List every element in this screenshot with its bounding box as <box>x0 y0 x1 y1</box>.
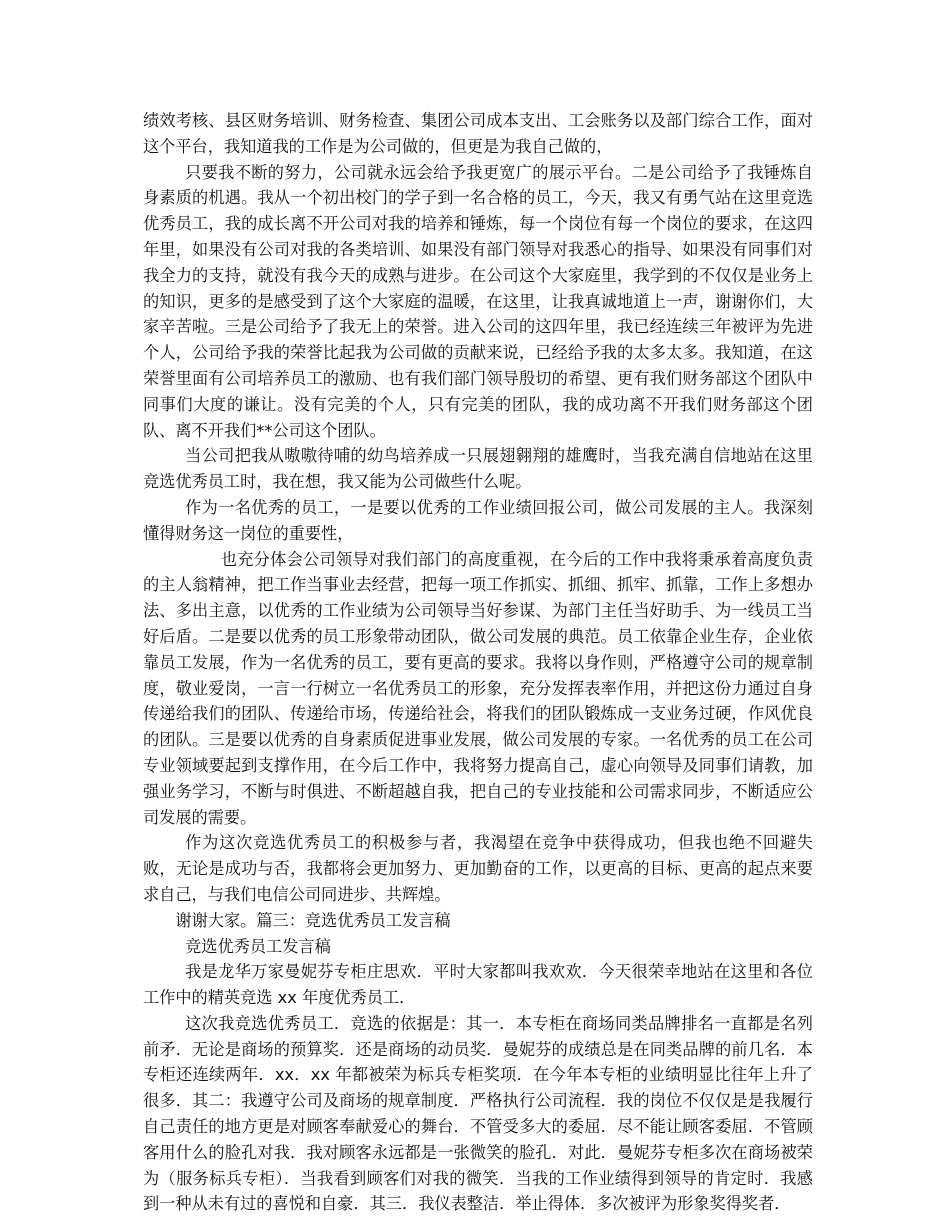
paragraph-7: 谢谢大家。篇三：竞选优秀员工发言稿 <box>175 910 451 930</box>
paragraph-5: 也充分体会公司领导对我们部门的高度重视，在今后的工作中我将秉承着高度负责的主人翁精神，把工作当事业去经营，把每一项工作抓实、抓细、抓牢、抓靠，工作上多想办法、多出主意，以优秀的工作业绩为公司领导当好参谋、为部门主任当好助手、为一线员工当好后盾。二是要以优秀的员工形象带动团队，做公司发展的典范。员工依靠企业生存，企业依靠员工发展，作为一名优秀的员工，要有更高的要求。我将以身作则，严格遵守公司的规章制度，敬业爱岗，一言一行树立一名优秀员工的形象，充分发挥表率作用，并把这份力通过自身传递给我们的团队、传递给市场，传递给社会，将我们的团队锻炼成一支业务过硬，作风优良的团队。三是要以优秀的自身素质促进事业发展，做公司发展的专家。一名优秀的员工在公司专业领域要起到支撑作用，在今后工作中，我将努力提高自己，虚心向领导及同事们请教，加强业务学习，不断与时俱进、不断超越自我，把自己的专业技能和公司需求同步，不断适应公司发展的需要。 <box>143 549 813 827</box>
document-body <box>143 108 813 1217</box>
paragraph-8: 竞选优秀员工发言稿 <box>185 936 331 956</box>
paragraph-4: 作为一名优秀的员工，一是要以优秀的工作业绩回报公司，做公司发展的主人。我深刻懂得财务这一岗位的重要性， <box>143 497 813 543</box>
paragraph-1: 绩效考核、县区财务培训、财务检查、集团公司成本支出、工会账务以及部门综合工作，面对这个平台，我知道我的工作是为公司做的，但更是为我自己做的， <box>143 111 813 156</box>
paragraph-3: 当公司把我从嗷嗷待哺的幼鸟培养成一只展翅翱翔的雄鹰时，当我充满自信地站在这里竞选优秀员工时，我在想，我又能为公司做些什么呢。 <box>143 446 813 492</box>
paragraph-2: 只要我不断的努力，公司就永远会给予我更宽广的展示平台。二是公司给予了我锤炼自身素质的机遇。我从一个初出校门的学子到一名合格的员工，今天，我又有勇气站在这里竞选优秀员工，我的成长离不开公司对我的培养和锤炼，每一个岗位有每一个岗位的要求，在这四年里，如果没有公司对我的各类培训、如果没有部门领导对我悉心的指导、如果没有同事们对我全力的支持，就没有我今天的成熟与进步。在公司这个大家庭里，我学到的不仅仅是业务上的知识，更多的是感受到了这个大家庭的温暖，在这里，让我真诚地道上一声，谢谢你们，大家辛苦啦。三是公司给予了我无上的荣誉。进入公司的这四年里，我已经连续三年被评为先进个人，公司给予我的荣誉比起我为公司做的贡献来说，已经给予我的太多太多。我知道，在这荣誉里面有公司培养员工的激励、也有我们部门领导殷切的希望、更有我们财务部这个团队中同事们大度的谦让。没有完美的个人，只有完美的团队，我的成功离不开我们财务部这个团队、离不开我们**公司这个团队。 <box>143 162 813 440</box>
paragraph-9: 我是龙华万家曼妮芬专柜庄思欢．平时大家都叫我欢欢．今天很荣幸地站在这里和各位工作中的精英竞选 xx 年度优秀员工． <box>143 962 813 1008</box>
paragraph-10: 这次我竞选优秀员工．竞选的依据是：其一．本专柜在商场同类品牌排名一直都是名列前矛．无论是商场的预算奖．还是商场的动员奖．曼妮芬的成绩总是在同类品牌的前几名．本专柜还连续两年．xx．xx 年都被荣为标兵专柜奖项．在今年本专柜的业绩明显比往年上升了很多．其二：我遵守公司及商场的规章制度．严格执行公司流程．我的岗位不仅仅是是我履行自己责任的地方更是对顾客奉献爱心的舞台．不管受多大的委屈．尽不能让顾客委屈．不管顾客用什么的脸孔对我．我对顾客永远都是一张微笑的脸孔．对此．曼妮芬专柜多次在商场被荣为（服务标兵专柜）．当我看到顾客们对我的微笑．当我的工作业绩得到领导的肯定时．我感到一种从未有过的喜悦和自豪．其三．我仪表整洁．举止得体．多次被评为形象奖得奖者． <box>143 1013 813 1214</box>
paragraph-6: 作为这次竞选优秀员工的积极参与者，我渴望在竞争中获得成功，但我也绝不回避失败，无论是成功与否，我都将会更加努力、更加勤奋的工作，以更高的目标、更高的起点来要求自己，与我们电信公司同进步、共辉煌。 <box>143 833 813 904</box>
